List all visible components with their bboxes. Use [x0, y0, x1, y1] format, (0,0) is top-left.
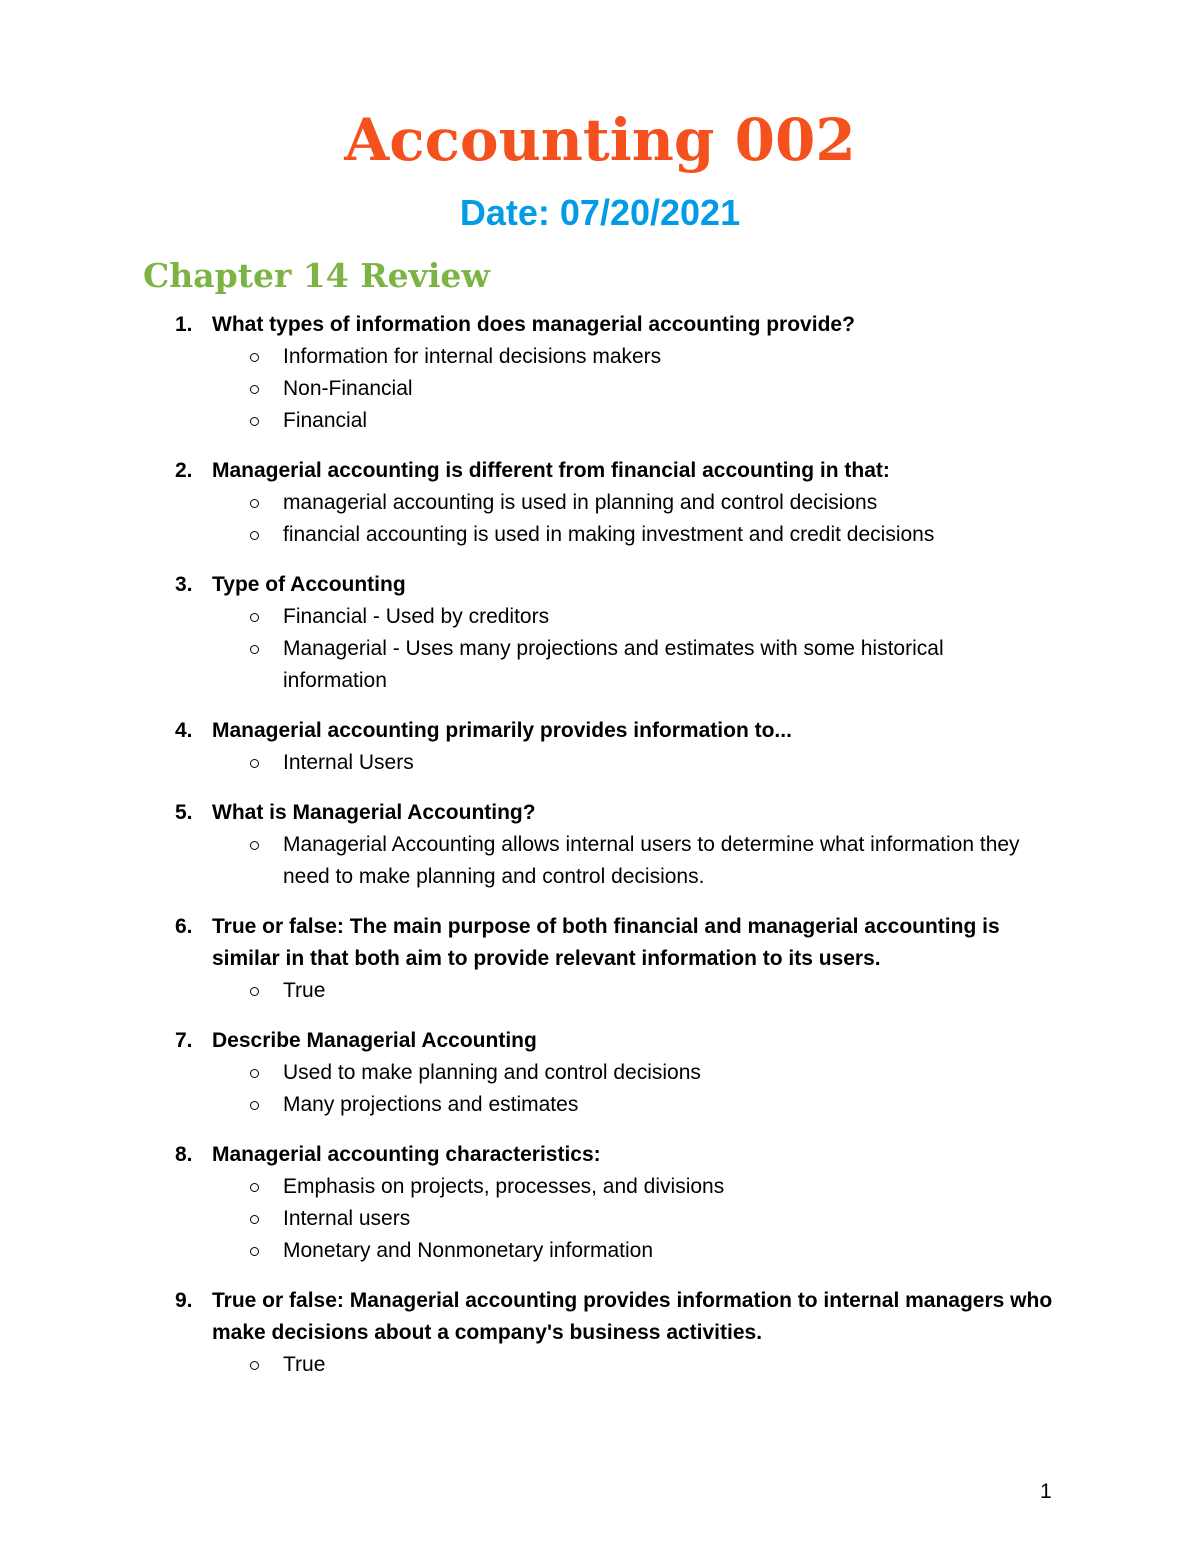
- question-text: Managerial accounting characteristics:: [212, 1143, 601, 1166]
- answer-item: [0, 519, 1200, 551]
- answer-text: True: [283, 979, 326, 1002]
- hollow-circle-bullet-icon: [250, 613, 259, 622]
- hollow-circle-bullet-icon: [250, 1361, 259, 1370]
- hollow-circle-bullet-icon: [250, 1183, 259, 1192]
- hollow-circle-bullet-icon: [250, 1247, 259, 1256]
- answer-list: [0, 601, 1200, 697]
- answer-item: [0, 341, 1200, 373]
- answer-text: Monetary and Nonmonetary information: [283, 1239, 654, 1262]
- hollow-circle-bullet-icon: [250, 987, 259, 996]
- hollow-circle-bullet-icon: [250, 385, 259, 394]
- question-text: What is Managerial Accounting?: [212, 801, 536, 824]
- page-number: 1: [1040, 1480, 1052, 1503]
- question-text: True or false: Managerial accounting provides information to internal managers who make decisions about a company's business activities.: [212, 1289, 1053, 1344]
- answer-text: Internal users: [283, 1207, 411, 1230]
- hollow-circle-bullet-icon: [250, 1215, 259, 1224]
- chapter-heading: Chapter 14 Review: [143, 256, 490, 295]
- answer-text: Managerial - Uses many projections and estimates with some historical information: [283, 637, 944, 692]
- answer-text: financial accounting is used in making investment and credit decisions: [283, 523, 935, 546]
- answer-item: [0, 601, 1200, 633]
- hollow-circle-bullet-icon: [250, 1069, 259, 1078]
- question-text: True or false: The main purpose of both financial and managerial accounting is similar in that both aim to provide relevant information to its users.: [212, 915, 1000, 970]
- answer-text: Non-Financial: [283, 377, 413, 400]
- question-number: 4.: [175, 719, 193, 742]
- answer-item: [0, 373, 1200, 405]
- question-item: [0, 569, 1200, 697]
- answer-list: [0, 1349, 1200, 1381]
- hollow-circle-bullet-icon: [250, 417, 259, 426]
- answer-item: [0, 1171, 1200, 1203]
- answer-item: [0, 975, 1200, 1007]
- answer-list: [0, 341, 1200, 437]
- answer-list: [0, 747, 1200, 779]
- question-number: 7.: [175, 1029, 193, 1052]
- hollow-circle-bullet-icon: [250, 1101, 259, 1110]
- hollow-circle-bullet-icon: [250, 499, 259, 508]
- hollow-circle-bullet-icon: [250, 353, 259, 362]
- answer-text: managerial accounting is used in planning and control decisions: [283, 491, 878, 514]
- question-list: [0, 309, 1200, 1399]
- question-item: [0, 715, 1200, 779]
- answer-item: [0, 829, 1200, 893]
- answer-item: [0, 1057, 1200, 1089]
- answer-item: [0, 633, 1200, 697]
- answer-item: [0, 1089, 1200, 1121]
- answer-text: Many projections and estimates: [283, 1093, 579, 1116]
- question-item: [0, 797, 1200, 893]
- question-item: [0, 309, 1200, 437]
- answer-text: Managerial Accounting allows internal users to determine what information they need to make planning and control decisions.: [283, 833, 1020, 888]
- answer-list: [0, 487, 1200, 551]
- question-number: 6.: [175, 915, 193, 938]
- answer-text: Used to make planning and control decisions: [283, 1061, 701, 1084]
- answer-text: Financial: [283, 409, 368, 432]
- hollow-circle-bullet-icon: [250, 841, 259, 850]
- question-text: Describe Managerial Accounting: [212, 1029, 537, 1052]
- question-item: [0, 1139, 1200, 1267]
- question-number: 5.: [175, 801, 193, 824]
- answer-item: [0, 1203, 1200, 1235]
- question-item: [0, 455, 1200, 551]
- answer-item: [0, 1235, 1200, 1267]
- answer-list: [0, 975, 1200, 1007]
- answer-text: True: [283, 1353, 326, 1376]
- document-date: Date: 07/20/2021: [459, 192, 741, 233]
- answer-item: [0, 405, 1200, 437]
- hollow-circle-bullet-icon: [250, 531, 259, 540]
- answer-text: Information for internal decisions makers: [283, 345, 662, 368]
- document-title: Accounting 002: [344, 106, 856, 174]
- answer-list: [0, 1057, 1200, 1121]
- answer-text: Emphasis on projects, processes, and divisions: [283, 1175, 725, 1198]
- answer-text: Financial - Used by creditors: [283, 605, 550, 628]
- question-item: [0, 1285, 1200, 1381]
- question-number: 9.: [175, 1289, 193, 1312]
- question-text: Managerial accounting primarily provides information to...: [212, 719, 792, 742]
- answer-text: Internal Users: [283, 751, 414, 774]
- question-text: What types of information does managerial accounting provide?: [212, 313, 855, 336]
- answer-item: [0, 747, 1200, 779]
- hollow-circle-bullet-icon: [250, 645, 259, 654]
- answer-item: [0, 487, 1200, 519]
- question-text: Managerial accounting is different from financial accounting in that:: [212, 459, 890, 482]
- question-item: [0, 1025, 1200, 1121]
- answer-list: [0, 829, 1200, 893]
- hollow-circle-bullet-icon: [250, 759, 259, 768]
- question-number: 8.: [175, 1143, 193, 1166]
- question-number: 3.: [175, 573, 193, 596]
- answer-list: [0, 1171, 1200, 1267]
- question-item: [0, 911, 1200, 1007]
- question-number: 2.: [175, 459, 193, 482]
- question-text: Type of Accounting: [212, 573, 406, 596]
- question-number: 1.: [175, 313, 193, 336]
- answer-item: [0, 1349, 1200, 1381]
